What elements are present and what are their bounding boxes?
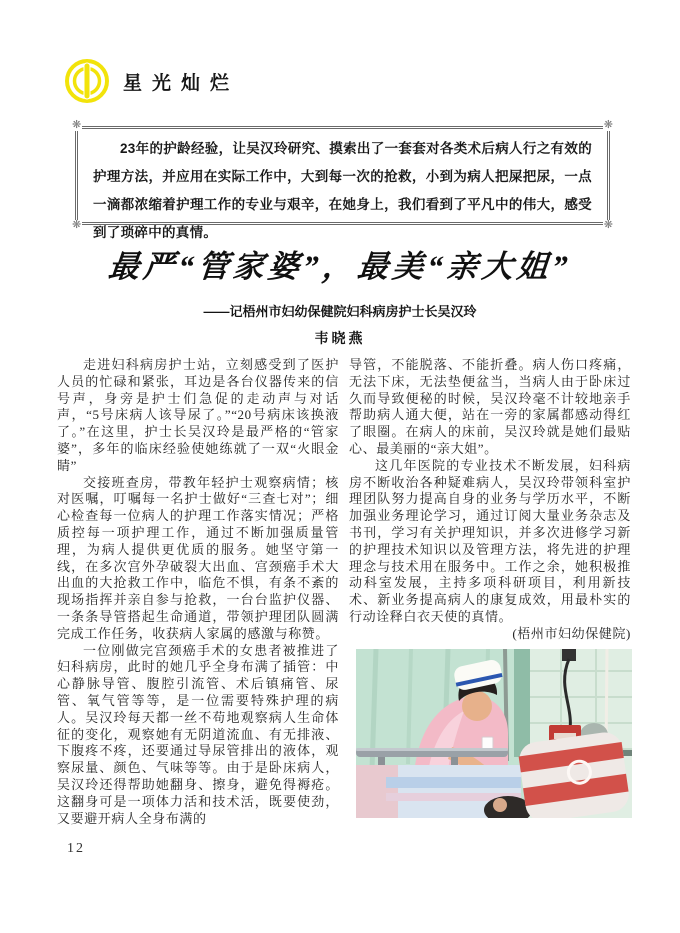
paragraph: 一位刚做完宫颈癌手术的女患者被推进了妇科病房，此时的她几乎全身布满了插管：中心静脉导管、腹腔引流管、术后镇痛管、尿管、氧气管等等，是一位需要特殊护理的病人。吴汉玲每天都一丝不苟地观察病人生命体征的变化，观察她有无阴道流血、有无排液、下腹疼不疼，还要通过导尿管排出的液体，观察尿量、颜色、气味等等。由于是卧床病人，吴汉玲还得帮助她翻身、擦身，避免得褥疮。这翻身可是一项体力活和技术活，既要使劲，又要避开病人全身布满的 xyxy=(57,642,339,826)
paragraph: 这几年医院的专业技术不断发展，妇科病房不断收治各种疑难病人，吴汉玲带领科室护理团队努力提高自身的业务与学历水平，不断加强业务理论学习，通过订阅大量业务杂志及书刊，学习有关护理知识，并多次进修学习新的护理技术知识以及管理方法，将先进的护理理念与技术用在服务中。工作之余，她积极推动科室发展，主持多项科研项目，利用新技术、新业务提高病人的康复成效，用最朴实的行动诠释白衣天使的真情。 xyxy=(349,457,631,624)
article-subtitle: ——记梧州市妇幼保健院妇科病房护士长吴汉玲 xyxy=(203,304,477,319)
photo-pillow xyxy=(517,730,631,818)
lead-quote-box xyxy=(72,119,613,240)
article-author: 韦晓燕 xyxy=(314,330,366,346)
article-title: 最严“管家婆”，最美“亲大姐” xyxy=(106,249,573,284)
page-number: 12 xyxy=(67,841,85,856)
paragraph: 走进妇科病房护士站，立刻感受到了医护人员的忙碌和紧张，耳边是各台仪器传来的信号声，身旁是护士们急促的走动声与对话声，“5号床病人该导尿了。”“20号病床该换液了。”在这里，护士长吴汉玲是最严格的“管家婆”，多年的临床经验使她练就了一双“火眼金睛” xyxy=(57,357,339,473)
photo-nurse-face xyxy=(462,691,492,721)
article-photo xyxy=(356,649,632,818)
photo-curtain-fold xyxy=(514,649,530,757)
paragraph: 交接班查房，带教年轻护士观察病情；核对医嘱，叮嘱每一名护士做好“三查七对”；细心检查每一位病人的护理工作落实情况；严格质控每一项护理工作，通过不断加强质量管理，为病人提供更优质的服务。她坚守第一线，在多次宫外孕破裂大出血、宫颈癌手术大出血的大抢救工作中，临危不惧，有条不紊的现场指挥并亲自参与抢救，一台台监护仪器、一条条导管搭起生命通道，带领护理团队圆满完成工作任务，收获病人家属的感激与称赞。 xyxy=(57,474,339,641)
trade-union-emblem-icon xyxy=(64,58,110,104)
article-attribution: (梧州市妇幼保健院) xyxy=(512,625,631,641)
lead-quote-text: 23年的护龄经验，让吴汉玲研究、摸索出了一套套对各类术后病人行之有效的护理方法，并应用在实际工作中，大到每一次的抢救，小到为病人把屎把尿，一点一滴都浓缩着护理工作的专业与艰辛，在她身上，我们看到了平凡中的伟大，感受到了琐碎中的真情。 xyxy=(93,141,592,240)
column-logo-label: 星光灿烂 xyxy=(123,72,240,94)
photo-illustration xyxy=(356,649,632,818)
paragraph-continuation: 导管，不能脱落、不能折叠。病人伤口疼痛，无法下床，无法垫便盆当，当病人由于卧床过久而导致便秘的时候，吴汉玲毫不计较地亲手帮助病人通大便，站在一旁的家属都感动得红了眼圈。在病人的床前，吴汉玲就是她们最贴心、最美丽的“亲大姐”。 xyxy=(349,357,631,456)
left-column xyxy=(57,357,339,827)
box-corner-ornament-icon: ❋ xyxy=(603,219,613,231)
box-corner-ornament-icon: ❋ xyxy=(72,119,82,131)
box-corner-ornament-icon: ❋ xyxy=(72,219,82,231)
box-corner-ornament-icon: ❋ xyxy=(603,119,613,131)
column-logo xyxy=(64,58,239,104)
